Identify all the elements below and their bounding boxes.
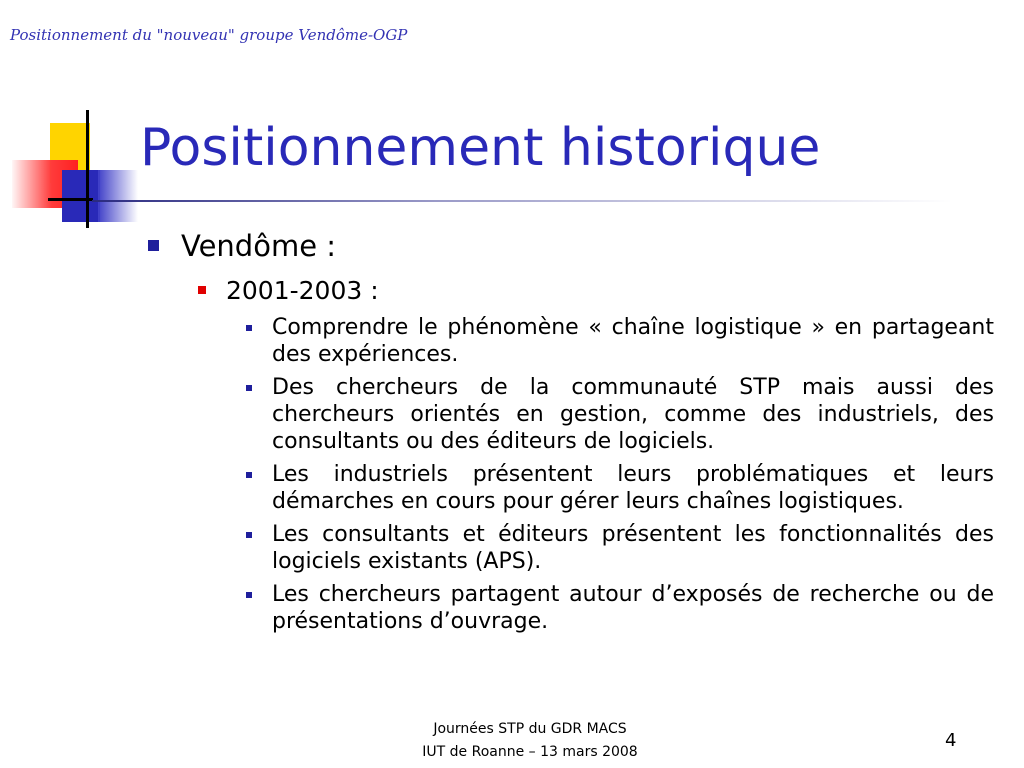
bullet-level1 xyxy=(148,229,336,263)
slide-header: Positionnement du "nouveau" groupe Vendôme-OGP xyxy=(10,26,408,44)
bullet-level2 xyxy=(198,276,379,305)
footer-line1: Journées STP du GDR MACS xyxy=(433,721,627,737)
logo-blue-square xyxy=(62,170,100,222)
page-number: 4 xyxy=(945,730,957,751)
list-item: Des chercheurs de la communauté STP mais aussi des chercheurs orientés en gestion, comme des industriels, des consultants ou des éditeurs de logiciels. xyxy=(244,374,994,455)
square-bullet-icon xyxy=(246,532,252,538)
square-bullet-icon xyxy=(148,240,159,251)
list-item: Les consultants et éditeurs présentent les fonctionnalités des logiciels existants (APS). xyxy=(244,521,994,575)
slide-title: Positionnement historique xyxy=(140,118,821,178)
list-item: Les chercheurs partagent autour d’exposés de recherche ou de présentations d’ouvrage. xyxy=(244,581,994,635)
logo-horizontal-line xyxy=(48,198,93,201)
square-bullet-icon xyxy=(198,286,206,294)
square-bullet-icon xyxy=(246,592,252,598)
footer-line2: IUT de Roanne – 13 mars 2008 xyxy=(422,744,638,760)
logo-vertical-line xyxy=(86,110,89,228)
bullet-level2-text: 2001-2003 : xyxy=(226,276,379,305)
square-bullet-icon xyxy=(246,472,252,478)
bullet-level1-text: Vendôme : xyxy=(181,229,337,263)
title-underline xyxy=(92,200,952,202)
square-bullet-icon xyxy=(246,385,252,391)
bullet-level3-list xyxy=(244,314,994,641)
list-item: Comprendre le phénomène « chaîne logistique » en partageant des expériences. xyxy=(244,314,994,368)
square-bullet-icon xyxy=(246,325,252,331)
list-item: Les industriels présentent leurs problématiques et leurs démarches en cours pour gérer leurs chaînes logistiques. xyxy=(244,461,994,515)
logo-blue-fade xyxy=(98,170,138,222)
slide-footer xyxy=(380,718,680,764)
